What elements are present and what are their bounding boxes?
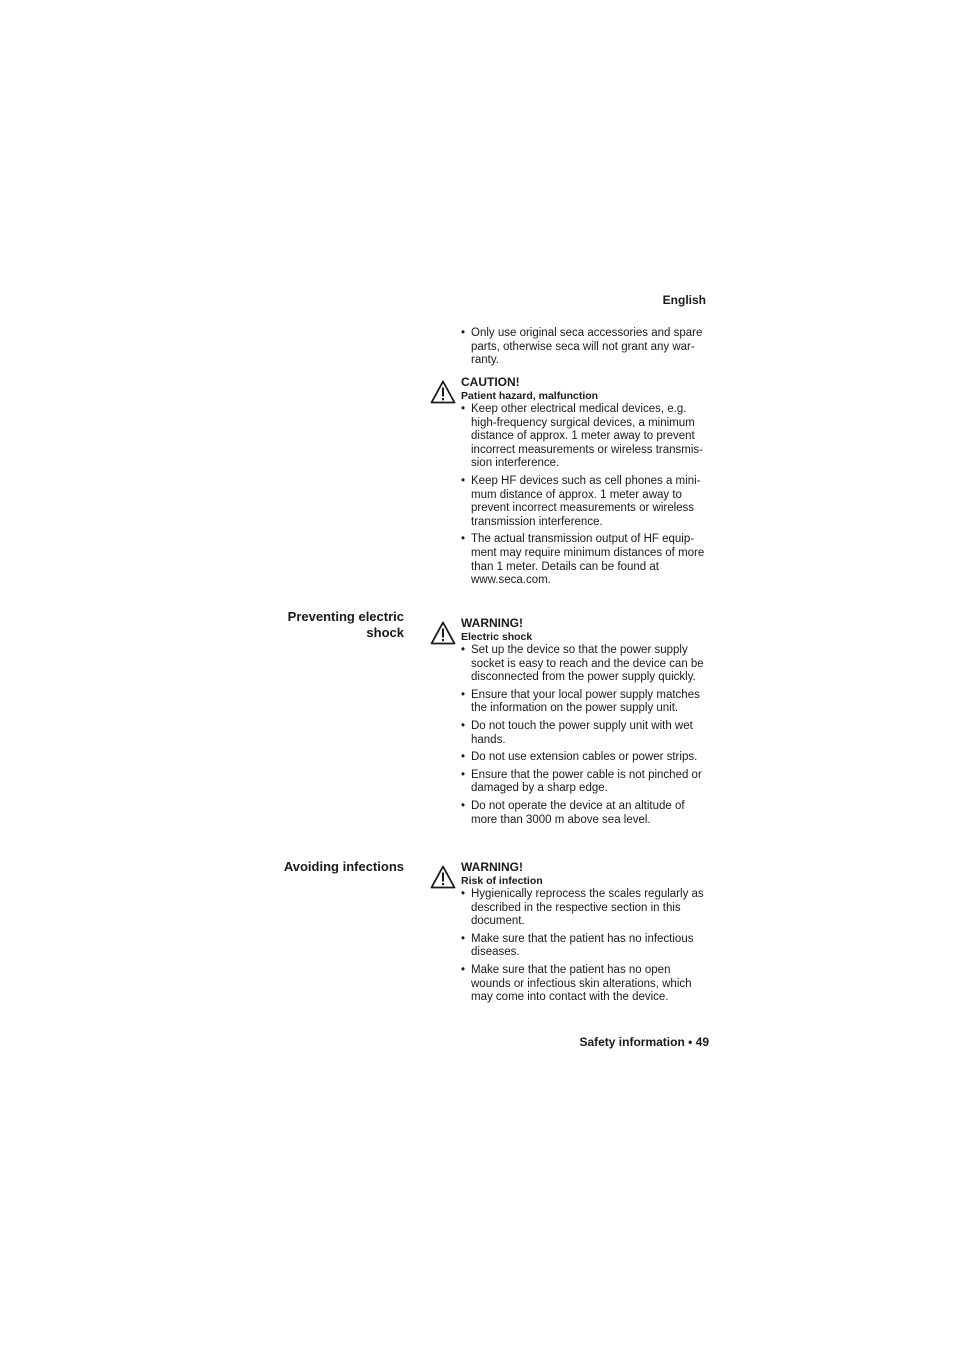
section-heading-electric-shock [214,609,404,641]
list-item: • Keep other electrical medical devices, e.g. high-frequency surgical devices, a minimum distance of approx. 1 meter away to prevent incorrect measurements or wireless transmis-sion interference. [461,403,711,471]
heading-line: Preventing electric [287,609,404,624]
infections-list [461,888,711,1005]
list-item: • Do not operate the device at an altitude of more than 3000 m above sea level. [461,800,711,827]
list-item: • Make sure that the patient has no infectious diseases. [461,933,711,960]
caution-title: CAUTION! [461,375,520,389]
warning-subtitle: Electric shock [461,631,533,643]
warning-title: WARNING! [461,616,523,630]
list-item: • Make sure that the patient has no open wounds or infectious skin alterations, which may come into contact with the device. [461,964,711,1005]
list-item: • Do not use extension cables or power strips. [461,751,711,765]
warning-subtitle: Risk of infection [461,875,543,887]
warning-triangle-icon [430,865,456,889]
intro-list [461,327,711,372]
list-item: • Keep HF devices such as cell phones a mini-mum distance of approx. 1 meter away to prevent incorrect measurements or wireless transmission interference. [461,475,711,529]
page-footer: Safety information • 49 [579,1035,709,1049]
electric-shock-list [461,644,711,827]
warning-triangle-icon [430,621,456,645]
warning-triangle-icon [430,380,456,404]
language-label: English [662,293,706,307]
list-item: • Set up the device so that the power supply socket is easy to reach and the device can be disconnected from the power supply quickly. [461,644,711,685]
list-item: • Do not touch the power supply unit with wet hands. [461,720,711,747]
heading-line: shock [366,625,404,640]
warning-title: WARNING! [461,860,523,874]
caution-block [461,375,711,592]
electric-shock-warning [461,616,711,831]
caution-list [461,403,711,588]
caution-subtitle: Patient hazard, malfunction [461,390,599,402]
list-item: • The actual transmission output of HF equip-ment may require minimum distances of more than 1 meter. Details can be found at www.seca.com. [461,533,711,587]
list-item: • Ensure that your local power supply matches the information on the power supply unit. [461,689,711,716]
infection-warning [461,860,711,1009]
list-item: • Only use original seca accessories and spare parts, otherwise seca will not grant any war-ranty. [461,327,711,368]
list-item: • Hygienically reprocess the scales regularly as described in the respective section in this document. [461,888,711,929]
list-item: • Ensure that the power cable is not pinched or damaged by a sharp edge. [461,769,711,796]
section-heading-infections: Avoiding infections [283,859,404,874]
